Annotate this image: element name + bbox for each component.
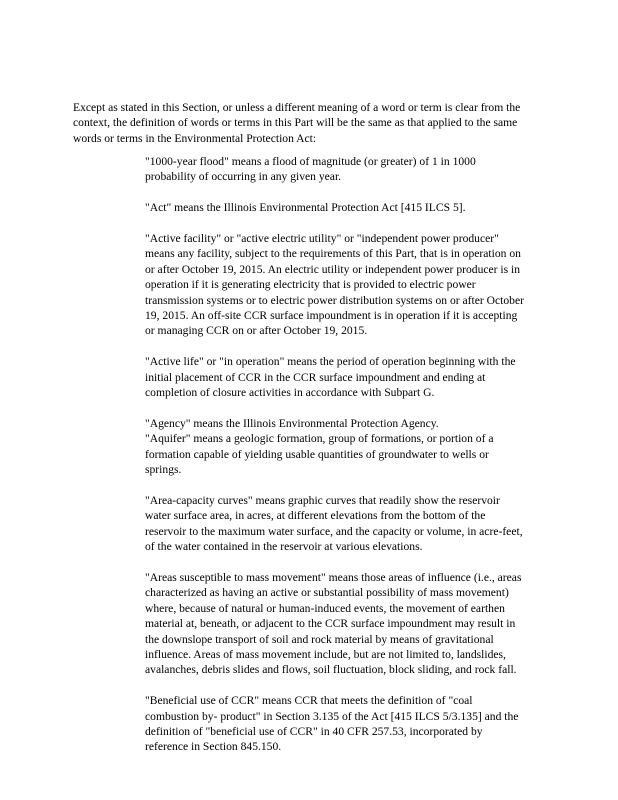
- definition-beneficial-use-of-ccr: "Beneficial use of CCR" means CCR that meets the definition of "coal combustion by- product" in Section 3.135 of the Act [415 ILCS 5/3.135] and the definition of "beneficial use of CCR" in 40 CFR 257.53, incorporated by reference in Section 845.150.: [145, 694, 519, 754]
- definition-act: "Act" means the Illinois Environmental Protection Act [415 ILCS 5].: [145, 201, 466, 215]
- definitions-list: [145, 154, 543, 770]
- definition-areas-susceptible-to-mass-movement: "Areas susceptible to mass movement" means those areas of influence (i.e., areas characterized as having an active or substantial possibility of mass movement) where, because of natural or human-induced events, the movement of earthen material at, beneath, or adjacent to the CCR surface impoundment may result in the downslope transport of soil and rock material by means of gravitational influence. Areas of mass movement include, but are not limited to, landslides, avalanches, debris slides and flows, soil fluctuation, block sliding, and rock fall.: [145, 570, 522, 677]
- definition-aquifer: "Aquifer" means a geologic formation, group of formations, or portion of a formation capable of yielding usable quantities of groundwater to wells or springs.: [145, 432, 494, 477]
- definition-active-facility: "Active facility" or "active electric utility" or "independent power producer" means any facility, subject to the requirements of this Part, that is in operation on or after October 19, 2015. An electric utility or independent power producer is in operation if it is generating electricity that is provided to electric power transmission systems or to electric power distribution systems on or after October 19, 2015. An off-site CCR surface impoundment is in operation if it is accepting or managing CCR on or after October 19, 2015.: [145, 232, 524, 338]
- intro-paragraph: Except as stated in this Section, or unless a different meaning of a word or term is clear from the context, the definition of words or terms in this Part will be the same as that applied to the same words or terms in the Environmental Protection Act:: [73, 101, 521, 145]
- definition-active-life: "Active life" or "in operation" means the period of operation beginning with the initial placement of CCR in the CCR surface impoundment and ending at completion of closure activities in accordance with Subpart G.: [145, 355, 516, 400]
- definition-1000-year-flood: "1000-year flood" means a flood of magnitude (or greater) of 1 in 1000 probability of occurring in any given year.: [145, 155, 476, 184]
- definition-agency: "Agency" means the Illinois Environmental Protection Agency.: [145, 416, 439, 430]
- definition-area-capacity-curves: "Area-capacity curves" means graphic curves that readily show the reservoir water surface area, in acres, at different elevations from the bottom of the reservoir to the maximum water surface, and the capacity or volume, in acre-feet, of the water contained in the reservoir at various elevations.: [145, 493, 523, 554]
